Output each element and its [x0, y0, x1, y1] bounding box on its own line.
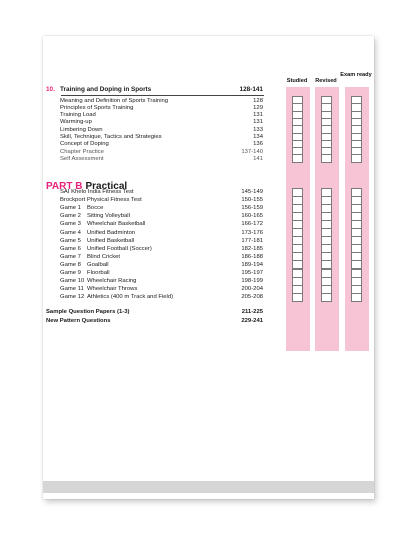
chapter-title: Training and Doping in Sports [60, 86, 152, 93]
part-label: PART B [46, 181, 83, 192]
practical-label: Brockport Physical Fitness Test [60, 197, 142, 204]
practical-page: 182-185 [241, 245, 263, 252]
practical-label: Blind Cricket [87, 253, 121, 260]
game-number: Game 8 [60, 261, 81, 268]
game-number: Game 4 [60, 229, 81, 236]
practical-page: 200-204 [241, 286, 263, 293]
extra-label: New Pattern Questions [46, 318, 111, 324]
exam-ready-checkbox[interactable] [351, 154, 362, 163]
practical-label: Sitting Volleyball [87, 213, 130, 220]
practical-label: Unified Badminton [87, 229, 136, 236]
practical-page: 189-194 [241, 261, 263, 268]
practical-page: 145-149 [241, 189, 263, 195]
practical-page: 173-176 [241, 229, 263, 236]
game-number: Game 10 [60, 278, 85, 285]
game-number: Game 2 [60, 213, 81, 220]
game-number: Game 7 [60, 253, 81, 260]
page-footer-band [43, 481, 374, 493]
practical-page: 177-181 [241, 237, 263, 244]
extra-label: Sample Question Papers (1-3) [46, 309, 130, 315]
practical-label: Wheelchair Racing [87, 278, 137, 285]
revised-checkbox[interactable] [321, 154, 332, 163]
practical-page: 156-159 [241, 205, 263, 212]
topic-page: 134 [253, 134, 263, 140]
topic-label: Self Assessment [60, 155, 104, 162]
practical-page: 205-208 [241, 294, 263, 301]
topic-label: Skill, Technique, Tactics and Strategies [60, 134, 162, 140]
part-title: Practical [85, 181, 128, 192]
practical-label: Unified Basketball [87, 237, 135, 244]
extra-page: 229-241 [241, 318, 263, 324]
game-number: Game 5 [60, 237, 81, 244]
practical-label: Wheelchair Throws [87, 286, 138, 293]
game-number: Game 6 [60, 245, 81, 252]
practical-label: Wheelchair Basketball [87, 221, 146, 228]
topic-label: Concept of Doping [60, 141, 109, 148]
extra-page: 211-225 [241, 309, 263, 315]
game-number: Game 1 [60, 205, 81, 212]
chapter-number: 10. [46, 86, 55, 93]
practical-label: SAI Khelo India Fitness Test [60, 189, 134, 195]
chapter-pages: 128-141 [239, 86, 263, 93]
topic-label: Meaning and Definition of Sports Training [60, 97, 169, 104]
revised-column-header: Revised [315, 78, 337, 84]
practical-page: 160-165 [241, 213, 263, 220]
practical-page: 195-197 [241, 270, 263, 276]
topic-label: Training Load [60, 112, 96, 119]
practical-page: 150-155 [241, 197, 263, 204]
topic-page: 129 [253, 104, 263, 111]
topic-page: 136 [253, 141, 263, 148]
game-number: Game 3 [60, 221, 81, 228]
practical-page: 198-199 [241, 278, 263, 285]
topic-page: 131 [253, 119, 263, 126]
practical-label: Floorball [87, 270, 110, 276]
exam-ready-checkbox[interactable] [351, 293, 362, 302]
topic-page: 133 [253, 126, 263, 133]
practical-page: 166-172 [241, 221, 263, 228]
game-number: Game 9 [60, 270, 81, 276]
studied-checkbox[interactable] [292, 293, 303, 302]
game-number: Game 12 [60, 294, 85, 301]
topic-page: 128 [253, 97, 263, 104]
topic-page: 137-140 [241, 148, 263, 155]
studied-column-header: Studied [286, 78, 308, 84]
topic-label: Principles of Sports Training [60, 104, 134, 111]
practical-page: 186-188 [241, 253, 263, 260]
practical-label: Unified Football (Soccer) [87, 245, 152, 252]
game-number: Game 11 [60, 286, 84, 293]
revised-checkbox[interactable] [321, 293, 332, 302]
studied-checkbox[interactable] [292, 154, 303, 163]
topic-label: Chapter Practice [60, 148, 104, 155]
topic-page: 131 [253, 112, 263, 119]
topic-label: Warming-up [60, 119, 92, 126]
topic-label: Limbering Down [60, 126, 103, 133]
practical-label: Athletics (400 m Track and Field) [87, 294, 174, 301]
exam-ready-column-header: Exam ready [340, 72, 372, 78]
topic-page: 141 [253, 155, 263, 162]
practical-label: Bocce [87, 205, 104, 212]
practical-label: Goalball [87, 261, 109, 268]
book-page [43, 36, 374, 499]
